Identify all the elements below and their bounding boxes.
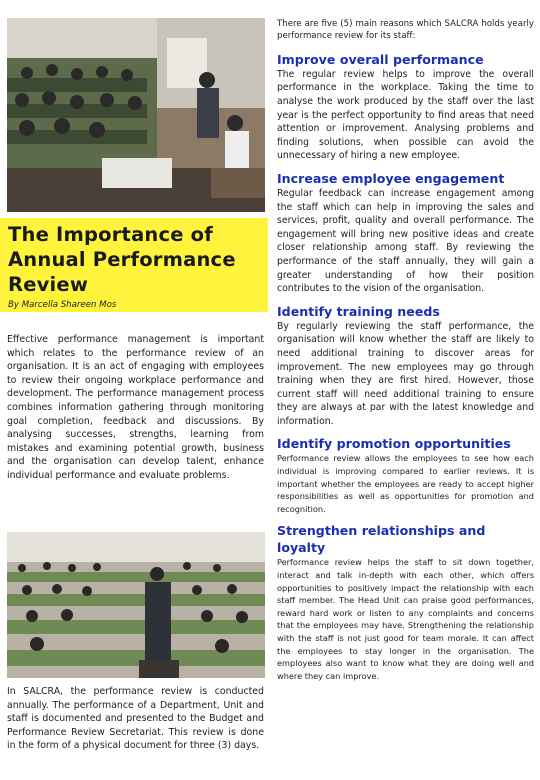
- author-byline: By Marcella Shareen Mos: [8, 300, 117, 310]
- reason-body: The regular review helps to improve the overall performance in the workplace. Taking the time to analyse the work produced by the staff over the last year is the perfect opportunity to find areas that need attention or improvement. Analysing problems and finding solutions, when possible can avoid the unnecessary of hiring a new employee.: [277, 68, 534, 162]
- reason-heading: Strengthen relationships and loyalty: [277, 523, 486, 556]
- reason-section-promotion: [277, 435, 534, 515]
- reasons-lead: There are five (5) main reasons which SALCRA holds yearly performance review for its staff:: [277, 19, 534, 42]
- title-line-3: Review: [8, 273, 89, 296]
- reason-body: Performance review helps the staff to sit down together, interact and talk in-depth with each other, which offers opportunities to positively impact the relationship with each staff member. The Head Unit can praise good performances, reward hard work or listen to any complaints and concerns that the employees may have. Strengthening the relationship with the staff is not just good for team morale. It can affect the employees to stay longer in the organisation. The employees also want to know what they are doing well and where they can improve.: [277, 557, 534, 681]
- reason-heading: Identify training needs: [277, 303, 440, 319]
- reason-body: Performance review allows the employees to see how each individual is improving compared to earlier reviews. It is important whether the employees are ready to accept higher responsibilities as well as opportunities for promotion and recognition.: [277, 453, 534, 514]
- reason-section-relationships: [277, 522, 534, 682]
- article-title: [8, 222, 262, 297]
- reason-section-training: [277, 303, 534, 429]
- reason-body: Regular feedback can increase engagement among the staff which can help in improving the sales and services, profit, quality and overall performance. The engagement will bring new positive ideas and create closer relationship among staff. By reviewing the performance of the staff annually, they will gain a greater understanding of how their position contributes to the vision of the organisation.: [277, 187, 534, 295]
- title-line-2: Annual Performance: [8, 248, 236, 271]
- reason-heading: Improve overall performance: [277, 51, 484, 67]
- intro-paragraph: Effective performance management is important which relates to the performance review of an organisation. It is an act of engaging with employees to review their ongoing workplace performance and development. The performance management process combines information gathering through monitoring goal completion, feedback and discussions. By analysing successes, strengths, learning from mistakes and examining potential growth, business and the organisation can develop talent, enhance individual performance and evaluate problems.: [7, 334, 264, 481]
- article-title-block: [0, 218, 268, 312]
- reasons-column: [277, 18, 534, 689]
- reason-section-engagement: [277, 170, 534, 296]
- reason-heading: Identify promotion opportunities: [277, 436, 511, 452]
- salcra-review-paragraph: In SALCRA, the performance review is conducted annually. The performance of a Department, Unit and staff is documented and presented to the Budget and Performance Review Secretariat. This review is done in the form of a physical document for three (3) days.: [7, 686, 264, 752]
- reason-section-performance: [277, 51, 534, 163]
- title-line-1: The Importance of: [8, 223, 213, 246]
- reason-heading: Increase employee engagement: [277, 170, 505, 186]
- reason-body: By regularly reviewing the staff performance, the organisation will know whether the staff are likely to need additional training to discover areas for improvement. The new employees may go through training when they are first hired. However, those current staff will need additional training to ensure they are always at par with the latest knowledge and information.: [277, 320, 534, 427]
- meeting-photo-top: [7, 18, 265, 212]
- meeting-photo-bottom: [7, 532, 265, 678]
